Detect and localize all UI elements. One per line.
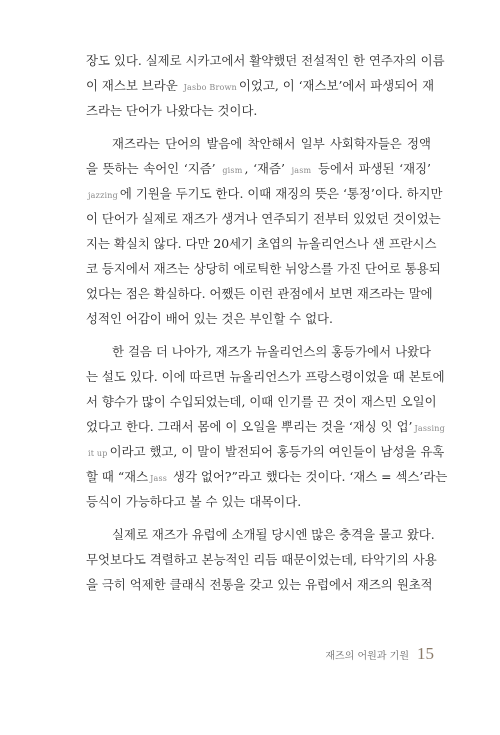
body-text xyxy=(86,48,448,597)
paragraph xyxy=(86,522,437,597)
paragraph-gap xyxy=(86,123,431,131)
latin-gloss: gism xyxy=(222,166,243,175)
line-text: 성적인 어감이 배어 있는 것은 부인할 수 없다. xyxy=(86,311,333,326)
latin-gloss: jasm xyxy=(291,166,312,175)
text-line xyxy=(86,522,435,547)
text-line xyxy=(86,131,431,156)
latin-gloss: it up xyxy=(88,449,108,458)
line-text: 에 기원을 두기도 한다. 이때 재징의 뜻은 ‘통정’이다. 하지만 xyxy=(119,186,443,201)
line-text: 서 향수가 많이 수입되었는데, 이때 인기를 끈 것이 재스민 오일이 xyxy=(86,394,437,409)
line-text: 무엇보다도 격렬하고 본능적인 리듬 때문이었는데, 타악기의 사용 xyxy=(86,552,437,567)
page-footer xyxy=(325,644,434,664)
text-line xyxy=(86,73,435,98)
line-text: 을 뜻하는 속어인 ‘지즘’ xyxy=(86,161,221,176)
line-text: 는 설도 있다. 이에 따르면 뉴올리언스가 프랑스령이었을 때 본토에 xyxy=(86,369,445,384)
text-line xyxy=(86,156,431,181)
text-line xyxy=(86,98,431,123)
latin-gloss: jazzing xyxy=(88,191,118,200)
line-text: 생각 없어?”라고 했다는 것이다. ‘재스 = 섹스’라는 xyxy=(169,469,448,484)
text-line xyxy=(86,339,431,364)
line-text: 할 때 “재스 xyxy=(86,469,149,484)
line-text: 한 걸음 더 나아가, 재즈가 뉴올리언스의 홍등가에서 나왔다 xyxy=(112,344,431,359)
running-footer-title: 재즈의 어원과 기원 xyxy=(325,651,409,662)
line-text: 등식이 가능하다고 볼 수 있는 대목이다. xyxy=(86,494,302,509)
text-line xyxy=(86,256,441,281)
line-text: 장도 있다. 실제로 시카고에서 활약했던 전설적인 한 연주자의 이름 xyxy=(86,53,445,68)
line-text: 었다는 점은 확실하다. 어쨌든 이런 관점에서 보면 재즈라는 말에 xyxy=(86,286,433,301)
text-line xyxy=(86,306,431,331)
text-line xyxy=(86,572,431,597)
line-text: 을 극히 억제한 클래식 전통을 갖고 있는 유럽에서 재즈의 원초적 xyxy=(86,577,433,592)
line-text: 지는 확실치 않다. 다만 20세기 초엽의 뉴올리언스나 샌 프란시스 xyxy=(86,236,437,251)
text-line xyxy=(86,389,437,414)
page-number: 15 xyxy=(417,644,434,663)
text-line xyxy=(86,181,443,206)
text-line xyxy=(86,464,448,489)
line-text: 즈라는 단어가 나왔다는 것이다. xyxy=(86,103,258,118)
line-text: 이라고 했고, 이 말이 발전되어 홍등가의 여인들이 남성을 유혹 xyxy=(109,444,445,459)
line-text: 이 재스보 브라운 xyxy=(86,78,182,93)
paragraph-gap xyxy=(86,514,431,522)
latin-gloss: Jassing xyxy=(414,424,445,433)
line-text: 코 등지에서 재즈는 상당히 에로틱한 뉘앙스를 가진 단어로 통용되 xyxy=(86,261,441,276)
paragraph xyxy=(86,48,445,123)
text-line xyxy=(86,48,445,73)
line-text: 재즈라는 단어의 발음에 착안해서 일부 사회학자들은 정액 xyxy=(112,136,431,151)
text-line xyxy=(86,281,431,306)
paragraph xyxy=(86,339,448,514)
line-text: 등에서 파생된 ‘재징’ xyxy=(313,161,431,176)
line-text: 실제로 재즈가 유럽에 소개될 당시엔 많은 충격을 몰고 왔다. xyxy=(112,527,435,542)
paragraph xyxy=(86,131,443,331)
text-line xyxy=(86,547,437,572)
line-text: , ‘재즘’ xyxy=(244,161,290,176)
text-line xyxy=(86,414,445,439)
latin-gloss: Jass xyxy=(150,474,168,483)
text-line xyxy=(86,364,445,389)
line-text: 었다고 한다. 그래서 몸에 이 오일을 뿌리는 것을 ‘재싱 잇 업’ xyxy=(86,419,413,434)
paragraph-gap xyxy=(86,331,431,339)
text-line xyxy=(86,231,437,256)
latin-gloss: Jasbo Brown xyxy=(183,83,237,92)
line-text: 이었고, 이 ‘재스보’에서 파생되어 재 xyxy=(238,78,435,93)
text-line xyxy=(86,489,431,514)
text-line xyxy=(86,206,441,231)
line-text: 이 단어가 실제로 재즈가 생겨나 연주되기 전부터 있었던 것이었는 xyxy=(86,211,441,226)
text-line xyxy=(86,439,445,464)
